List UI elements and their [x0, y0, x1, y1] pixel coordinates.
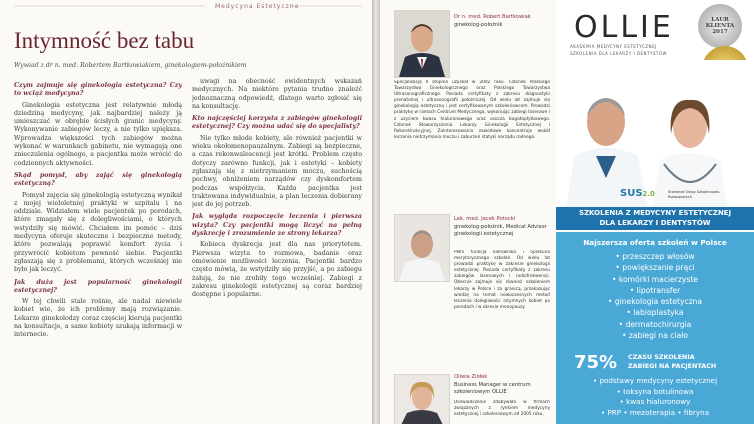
article-lead: Wywiad z dr n. med. Robertem Bartkowiakiem, ginekologiem-położnikiem [14, 62, 247, 69]
promo-line-1: CZASU SZKOLENIA [628, 353, 695, 361]
topic-item: • ginekologia estetyczna [556, 296, 754, 307]
section-divider [0, 0, 372, 12]
page-fold [372, 0, 380, 424]
topic-item: • podstawy medycyny estetycznej [556, 376, 754, 387]
ad-tagline-2: SZKOLENIA DLA LEKARZY I DENTYSTÓW [570, 51, 667, 56]
ad-tagline-1: AKADEMIA MEDYCYNY ESTETYCZNEJ [570, 44, 657, 49]
topic-item: • toksyna botulinowa [556, 387, 754, 398]
article-paragraph: uwagi na obecność ewidentnych wskazań medycznych. Na niektóre pytania trudno znaleźć jednoznaczną odpowiedź, dlatego warto zgłosić się na konsultację. [192, 78, 362, 110]
article-question: Jak wygląda rozpoczęcie leczenia i pierwsza wizyta? Czy pacjentki mogą liczyć na pełną dyskrecję i zrozumienie ze strony lekarza? [192, 213, 362, 238]
article-question: Czym zajmuje się ginekologia estetyczna? Czy to wciąż medycyna? [14, 82, 182, 98]
author-bio-2: Pełni funkcję kierownika i opiekuna merytorycznego szkoleń. Od wielu lat prowadzi praktykę w zakresie ginekologii estetycznej. Posiada certyfikaty z zakresu zabiegów laserowych i radiofrekwencji. Obecnie zajmuje się również szkoleniem lekarzy w Polsce i za granicą, przekazując wiedzę na temat nowoczesnych metod leczenia dolegliwości intymnych kobiet po porodach i w okresie menopauzy. [454, 250, 550, 310]
left-page [0, 0, 372, 424]
author-role-1: ginekolog-położnik [454, 22, 503, 28]
article-column-1 [14, 78, 182, 424]
author-bio-1a [454, 34, 550, 76]
author-photo-1 [394, 10, 450, 78]
promo-line-2: ZABIEGI NA PACJENTACH [628, 362, 717, 370]
offer-title: Najszersza oferta szkoleń w Polsce [583, 238, 727, 247]
section-label: Medycyna Estetyczna [215, 3, 300, 10]
article-title: Intymność bez tabu [14, 28, 195, 53]
topic-item: • przeszczep włosów [556, 251, 754, 262]
author-role-2: ginekolog-położnik, Medical Advisor ginekologii estetycznej [454, 224, 547, 237]
article-question: Kto najczęściej korzysta z zabiegów ginekologii estetycznej? Czy można udać się do specjalisty? [192, 115, 362, 131]
doctors-photo [556, 60, 754, 210]
topic-item: • komórki macierzyste [556, 274, 754, 285]
author-name-2: Lek. med. Jacek Potocki [454, 216, 516, 222]
topic-list-2 [556, 376, 754, 418]
laur-klienta-badge: LAUR KLIENTA 2017 [698, 4, 742, 48]
banner-line-1: SZKOLENIA Z MEDYCYNY ESTETYCZNEJ [578, 209, 732, 217]
ollie-advertisement [556, 0, 754, 424]
promo-block [574, 352, 744, 372]
ad-offer-panel [556, 232, 754, 424]
topic-item: • PRP • mezoterapia • fibryna [556, 408, 754, 419]
topic-item: • powiększanie prąci [556, 262, 754, 273]
topic-list [556, 251, 754, 341]
topic-item: • lipotransfer [556, 285, 754, 296]
author-photo-3 [394, 374, 450, 424]
promo-percent: 75% [574, 352, 618, 373]
article-paragraph: Kobieca dyskrecja jest dla nas priorytetem. Pierwsza wizyta to rozmowa, badanie oraz omówienie możliwości leczenia. Pacjentki bardzo często mówią, że wstydziły się przyjść, a po zabiegu żałują, że nie zrobiły tego wcześniej. Zabiegi z zakresu ginekologii estetycznej są coraz bardziej dostępne i popularne. [192, 241, 362, 299]
sus-text: Standard Usług Szkoleniowo-Rozwojowych [668, 190, 721, 199]
topic-item: • kwas hialuronowy [556, 397, 754, 408]
article-paragraph: Pomysł zajęcia się ginekologią estetyczną wynikał z mojej wieloletniej praktyki w szpitalu i na oddziale. Widziałem wiele pacjentek po porodach, które zmagały się z dolegliwościami, o których wstydziły się mówić. Chciałem im pomóc – dziś medycyna oferuje skuteczne i bezpieczne metody, które pozwalają poprawić komfort życia i przywrócić kobietom pewność siebie. Pacjentki zgłaszają się z problemami, których wcześniej nie było jak leczyć. [14, 191, 182, 274]
author-bio-3: Doświadczenie zdobywała w firmach związanych z rynkiem medycyny estetycznej i szkoleniowym od 2005 roku. [454, 400, 550, 418]
banner-line-2: DLA LEKARZY I DENTYSTÓW [599, 219, 711, 227]
author-name-1: Dr n. med. Robert Bartkowiak [454, 14, 531, 20]
author-name-3: Oliwia Ziółek [454, 374, 488, 380]
article-question: Jak duża jest popularność ginekologii estetycznej? [14, 278, 182, 294]
topic-item: • zabiegi na ciało [556, 330, 754, 341]
author-photo-2 [394, 214, 450, 282]
topic-item: • labioplastyka [556, 307, 754, 318]
ad-banner [556, 207, 754, 230]
article-paragraph: Ginekologia estetyczna jest relatywnie młodą dziedziną medycyny, jak najbardziej należy ją umieszczać w obrębie ścisłych granic medycyny. Wykonywanie zabiegów leczy, a nie tylko upiększa. Wprowadza większości tych zabiegów można wykonać w warunkach gabinetu, nie wymagają one znieczulenia ogólnego, a pacjentka może wrócić do codziennych aktywności. [14, 101, 182, 167]
article-column-2 [192, 78, 362, 424]
sus-logo: SUS2.0 [620, 188, 655, 199]
article-question: Skąd pomysł, aby zająć się ginekologią estetyczną? [14, 171, 182, 188]
topic-item: • dermatochirurgia [556, 319, 754, 330]
author-bio-1: Specjalizację II stopnia uzyskał w 2002 roku. Członek Polskiego Towarzystwa Ginekologicznego oraz Polskiego Towarzystwa Ultrasonograficznego. Posiada certyfikaty z zakresu diagnostyki prenatalnej i ultrasonografii położniczej. Od wielu lat zajmuje się ginekologią estetyczną i jest certyfikowanym szkoleniowcem. Prowadzi praktykę w ramach Centrum Medycznego, wykonując zabiegi laserowe i z użyciem kwasu hialuronowego oraz osocza bogatopłytkowego. Członek Stowarzyszenia Lekarzy Ginekologii Estetycznej i Rekonstrukcyjnej. Zainteresowania zawodowe koncentruje wokół leczenia nietrzymania moczu i zaburzeń statyki narządu rodnego. [394, 80, 550, 140]
article-paragraph: Nie tylko młode kobiety, ale również pacjentki w wieku okołomenopauzalnym. Zabiegi są bezpieczne, a czas rekonwalescencji jest krótki. Problem często dotyczy zarówno funkcji, jak i estetyki – kobiety zgłaszają się z nietrzymaniem moczu, suchością pochwy, obniżeniem narządów czy dyskomfortem podczas współżycia. Każda pacjentka jest traktowana indywidualnie, a plan leczenia dobierany jest do jej potrzeb. [192, 134, 362, 209]
ollie-logo: OLLIE [574, 10, 674, 45]
article-paragraph: W tej chwili stale rośnie, ale nadal niewiele kobiet wie, że ich problemy mają rozwiązanie. Lekarze ginekolodzy coraz częściej kierują pacjentki na konsultacje, a same kobiety szukają informacji w internecie. [14, 298, 182, 339]
right-page [380, 0, 754, 424]
author-role-3: Business Manager w centrum szkoleniowym OLLIE [454, 382, 531, 395]
